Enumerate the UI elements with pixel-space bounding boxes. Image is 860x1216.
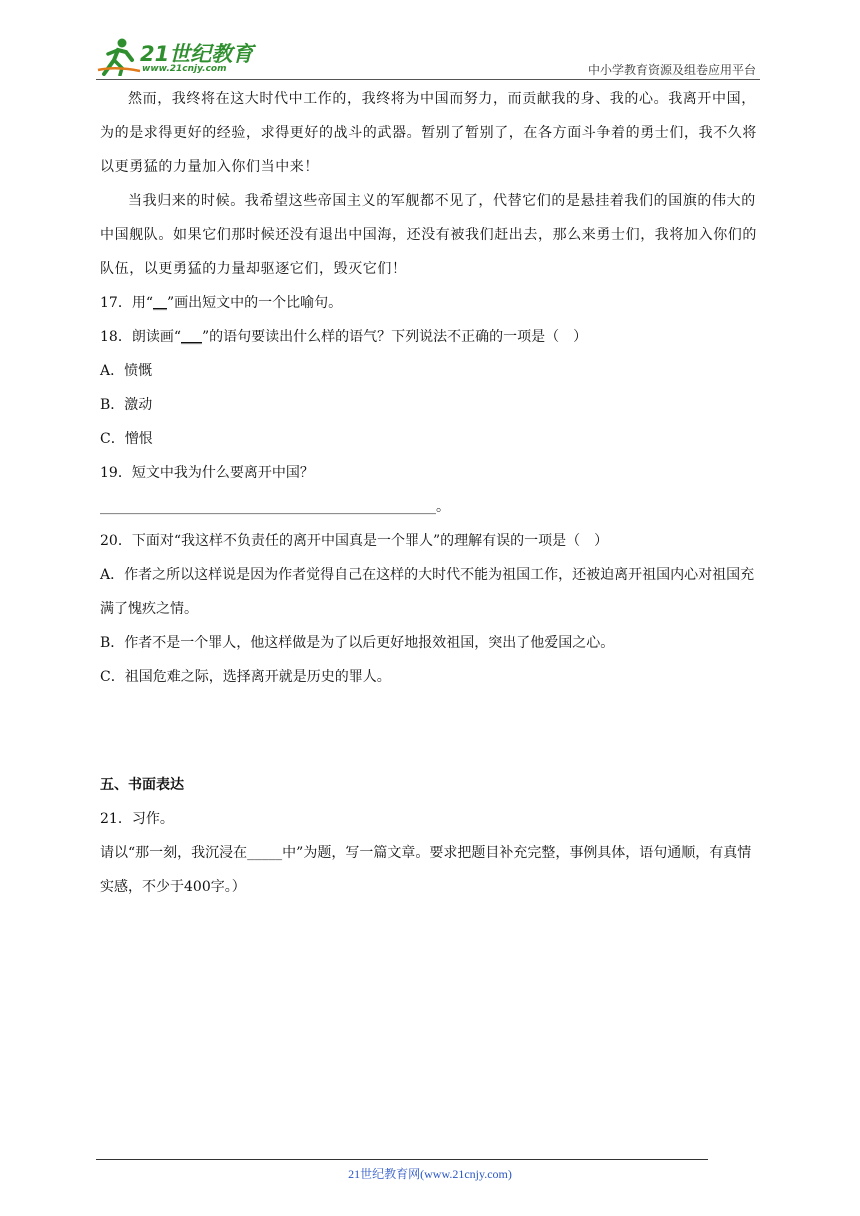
q20-option-b: B．作者不是一个罪人，他这样做是为了以后更好地报效祖国，突出了他爱国之心。 — [100, 635, 615, 651]
runner-logo-icon — [96, 36, 142, 76]
question-21-prompt: 请以“那一刻，我沉浸在_____中”为题，写一篇文章。要求把题目补充完整，事例具体，语句通顺，有真情实感，不少于400字。） — [100, 845, 752, 895]
q17-suffix: ”画出短文中的一个比喻句。 — [166, 295, 343, 311]
footer-divider — [96, 1159, 708, 1160]
q17-prefix: 17．用“ — [100, 295, 153, 311]
question-21-label: 21．习作。 — [100, 811, 174, 827]
document-body — [100, 82, 762, 904]
q18-prefix: 18．朗读画“ — [100, 329, 181, 345]
q17-blank: __ — [152, 295, 167, 311]
q20-option-c: C．祖国危难之际，选择离开就是历史的罪人。 — [100, 669, 391, 685]
logo-url: www.21cnjy.com — [142, 64, 227, 74]
question-19: 19．短文中我为什么要离开中国？ — [100, 465, 314, 481]
section-5-title: 五、书面表达 — [100, 777, 184, 793]
page-header — [96, 30, 760, 80]
header-divider — [96, 79, 760, 80]
passage-paragraph-1: 然而，我终将在这大时代中工作的，我终将为中国而努力，而贡献我的身、我的心。我离开中国，为的是求得更好的经验，求得更好的战斗的武器。暂别了暂别了，在各方面斗争着的勇士们，我不久将以更勇猛的力量加入你们当中来！ — [100, 91, 757, 175]
q20-option-a: A．作者之所以这样说是因为作者觉得自己在这样的大时代不能为祖国工作，还被迫离开祖国内心对祖国充满了愧疚之情。 — [100, 567, 755, 617]
section-spacer — [100, 694, 762, 768]
q18-option-a: A．愤慨 — [100, 363, 153, 379]
question-18 — [100, 320, 762, 354]
footer-link[interactable]: 21世纪教育网(www.21cnjy.com) — [348, 1167, 512, 1181]
q18-option-b: B．激动 — [100, 397, 153, 413]
q18-blank: ___ — [180, 329, 202, 345]
site-logo — [96, 36, 266, 76]
passage-paragraph-2: 当我归来的时候。我希望这些帝国主义的军舰都不见了，代替它们的是悬挂着我们的国旗的伟大的中国舰队。如果它们那时候还没有退出中国海，还没有被我们赶出去，那么来勇士们，我将加入你们的队伍，以更勇猛的力量却驱逐它们，毁灭它们！ — [100, 193, 757, 277]
q18-suffix: ”的语句要读出什么样的语气？下列说法不正确的一项是（ ） — [201, 329, 588, 345]
header-platform-text: 中小学教育资源及组卷应用平台 — [587, 63, 756, 77]
q18-option-c: C．憎恨 — [100, 431, 153, 447]
question-20: 20．下面对“我这样不负责任的离开中国真是一个罪人”的理解有误的一项是（ ） — [100, 533, 609, 549]
logo-text: 21世纪教育 — [140, 42, 254, 66]
q19-answer-line: ________________________________________________。 — [100, 499, 450, 515]
question-17 — [100, 286, 762, 320]
